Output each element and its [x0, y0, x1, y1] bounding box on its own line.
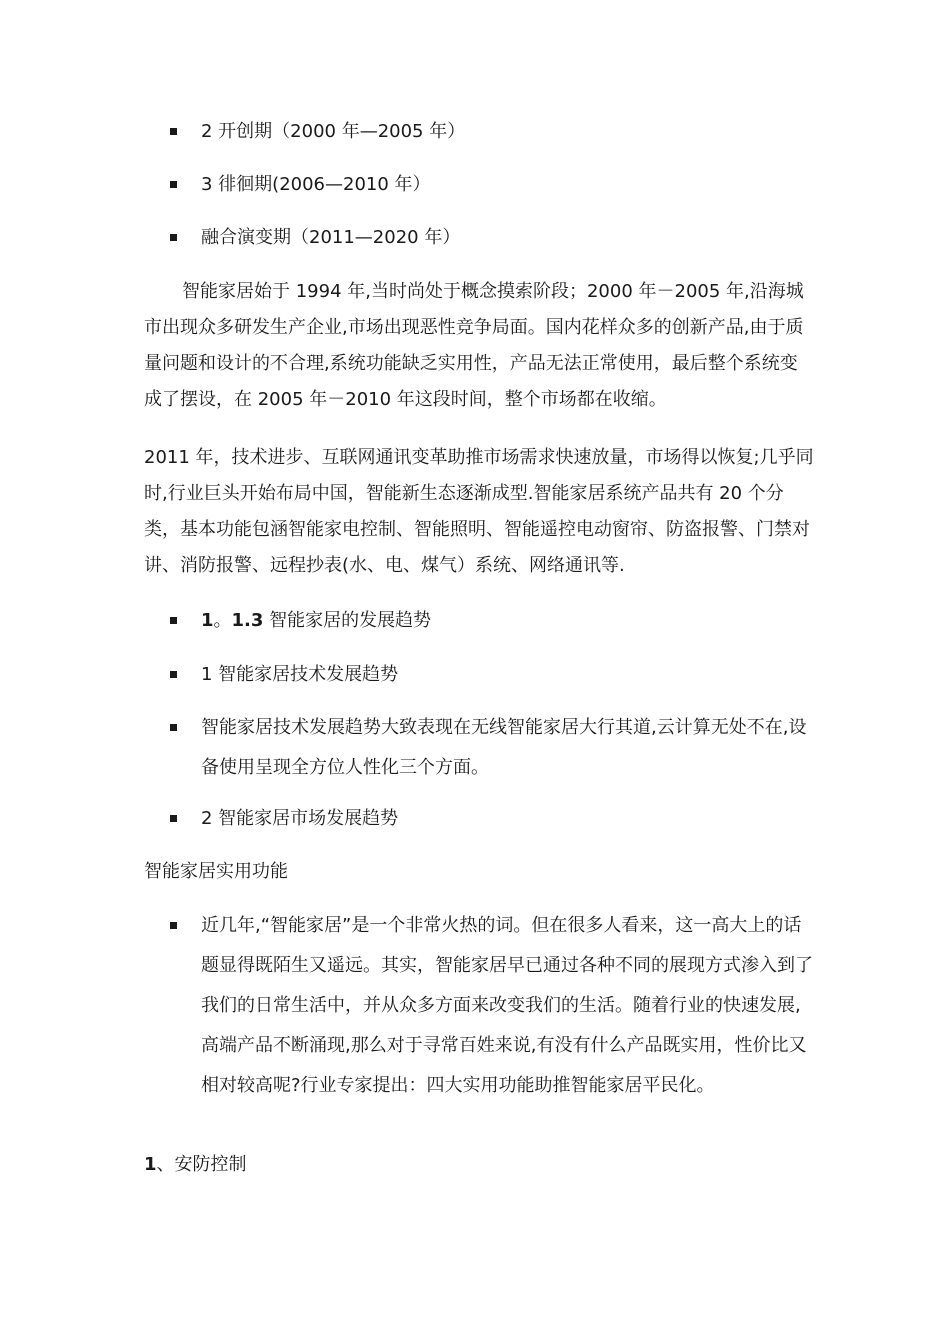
- bullet-marker: [170, 181, 177, 188]
- bullet-marker: [170, 815, 177, 822]
- list-item-text: 2 智能家居市场发展趋势: [201, 808, 399, 829]
- separator: 。: [213, 610, 232, 631]
- bullet-marker: [170, 617, 177, 624]
- section-title: 、安防控制: [156, 1154, 247, 1175]
- paragraph-history: 智能家居始于 1994 年,当时尚处于概念摸索阶段；2000 年－2005 年,沿海城市出现众多研发生产企业,市场出现恶性竞争局面。国内花样众多的创新产品,由于质量问题和设计的不合理,系统功能缺乏实用性，产品无法正常使用，最后整个系统变成了摆设，在 2005 年－2010 年这段时间，整个市场都在收缩。: [144, 281, 804, 410]
- list-item: [170, 708, 815, 788]
- bullet-marker: [170, 724, 177, 731]
- list-item-text: 2 开创期（2000 年—2005 年）: [201, 121, 466, 142]
- list-item: [170, 165, 815, 205]
- list-item-text: 融合演变期（2011—2020 年）: [201, 227, 461, 248]
- list-item-text: [201, 601, 815, 641]
- list-item-text: 1 智能家居技术发展趋势: [201, 664, 399, 685]
- list-item-text: 3 徘徊期(2006—2010 年）: [201, 174, 431, 195]
- list-item: [170, 906, 815, 1106]
- heading-practical-functions: 智能家居实用功能: [144, 861, 288, 882]
- bullet-marker: [170, 671, 177, 678]
- list-item: [170, 112, 815, 152]
- bullet-marker: [170, 128, 177, 135]
- section-heading-security: [144, 1147, 814, 1183]
- list-item-text: 智能家居技术发展趋势大致表现在无线智能家居大行其道,云计算无处不在,设备使用呈现全方位人性化三个方面。: [201, 717, 807, 778]
- list-item: [170, 799, 815, 839]
- list-item-trend-heading: [170, 601, 815, 641]
- bullet-marker: [170, 234, 177, 241]
- section-title: 智能家居的发展趋势: [263, 610, 432, 631]
- section-number: 1: [201, 610, 214, 631]
- bullet-marker: [170, 922, 177, 929]
- list-item: [170, 218, 815, 258]
- list-item: [170, 655, 815, 695]
- section-number: 1.3: [231, 610, 264, 631]
- paragraph-recovery: 2011 年，技术进步、互联网通讯变革助推市场需求快速放量，市场得以恢复;几乎同时,行业巨头开始布局中国，智能新生态逐渐成型.智能家居系统产品共有 20 个分类，基本功能包涵智能家电控制、智能照明、智能遥控电动窗帘、防盗报警、门禁对讲、消防报警、远程抄表(水、电、煤气）系统、网络通讯等.: [144, 447, 814, 576]
- list-item-text: 近几年,“智能家居”是一个非常火热的词。但在很多人看来，这一高大上的话题显得既陌生又遥远。其实，智能家居早已通过各种不同的展现方式渗入到了我们的日常生活中，并从众多方面来改变我们的生活。随着行业的快速发展,高端产品不断涌现,那么对于寻常百姓来说,有没有什么产品既实用，性价比又相对较高呢?行业专家提出：四大实用功能助推智能家居平民化。: [201, 915, 813, 1096]
- section-number: 1: [144, 1154, 157, 1175]
